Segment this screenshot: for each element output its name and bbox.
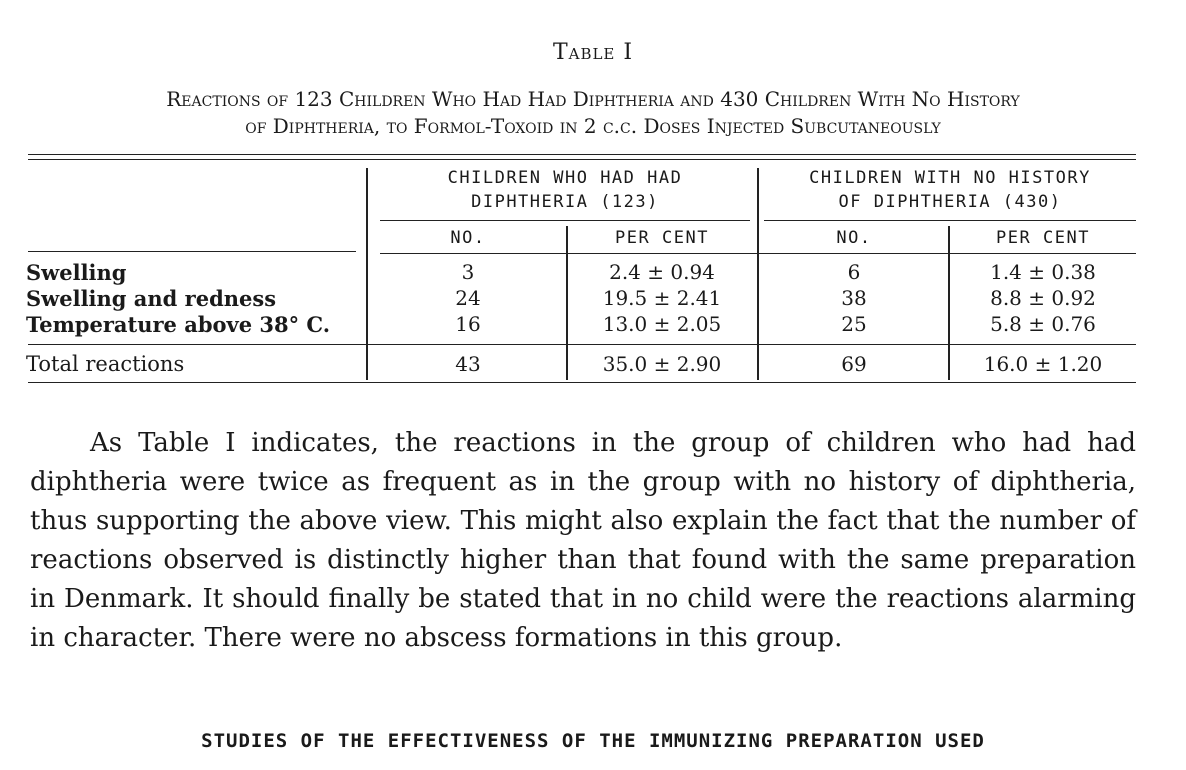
col-header-percent-1: PER CENT	[615, 228, 709, 248]
row-no-group2: 38	[841, 286, 867, 310]
total-percent-group2: 16.0 ± 1.20	[983, 352, 1103, 376]
row-percent-group2: 1.4 ± 0.38	[990, 260, 1096, 284]
caption-line-1: Reactions of 123 Children Who Had Had Diphtheria and 430 Children With No History	[166, 87, 1020, 111]
col-header-no-1: NO.	[450, 228, 486, 248]
total-no-group2: 69	[841, 352, 867, 376]
group2-header-rule	[764, 220, 1136, 221]
row-no-group1: 3	[461, 260, 475, 284]
subheader-rule	[380, 253, 1136, 254]
row-no-group1: 24	[455, 286, 481, 310]
row-percent-group1: 13.0 ± 2.05	[602, 312, 722, 336]
stub-header-rule	[28, 251, 356, 252]
body-paragraph	[30, 424, 1136, 658]
table-title: Table I	[552, 40, 634, 65]
stub-divider	[366, 168, 368, 380]
row-label: Swelling and redness	[26, 286, 277, 311]
total-row-label: Total reactions	[26, 352, 185, 376]
total-percent-group1: 35.0 ± 2.90	[602, 352, 722, 376]
group1-header-rule	[380, 220, 750, 221]
total-no-group1: 43	[455, 352, 481, 376]
group-divider	[757, 168, 759, 380]
table-top-rule	[28, 154, 1136, 155]
col-header-no-2: NO.	[836, 228, 872, 248]
row-no-group2: 6	[847, 260, 861, 284]
row-percent-group1: 2.4 ± 0.94	[609, 260, 715, 284]
table-bottom-rule	[28, 382, 1136, 383]
row-no-group2: 25	[841, 312, 867, 336]
paragraph-text: As Table I indicates, the reactions in the group of children who had had diphtheria were twice as frequent as in the group with no history of diphtheria, thus supporting the above view. This might also explain the fact that the number of reactions observed is distinctly higher than that found with the same preparation in Denmark. It should finally be stated that in no child were the reactions alarming in character. There were no abscess formations in this group.	[30, 428, 1136, 653]
row-percent-group1: 19.5 ± 2.41	[602, 286, 722, 310]
group1-header-line1: CHILDREN WHO HAD HAD	[447, 168, 683, 188]
col-header-percent-2: PER CENT	[996, 228, 1090, 248]
table-top-rule-2	[28, 159, 1136, 160]
section-heading: STUDIES OF THE EFFECTIVENESS OF THE IMMUNIZING PREPARATION USED	[201, 730, 985, 752]
group2-header-line1: CHILDREN WITH NO HISTORY	[809, 168, 1091, 188]
row-label: Swelling	[26, 260, 127, 285]
row-label: Temperature above 38° C.	[26, 312, 331, 337]
row-no-group1: 16	[455, 312, 481, 336]
group2-header-line2: OF DIPHTHERIA (430)	[838, 192, 1062, 212]
caption-line-2: of Diphtheria, to Formol-Toxoid in 2 c.c. Doses Injected Subcutaneously	[245, 114, 941, 138]
row-percent-group2: 8.8 ± 0.92	[990, 286, 1096, 310]
row-percent-group2: 5.8 ± 0.76	[990, 312, 1096, 336]
group1-header-line2: DIPHTHERIA (123)	[471, 192, 659, 212]
total-rule	[28, 344, 1136, 345]
